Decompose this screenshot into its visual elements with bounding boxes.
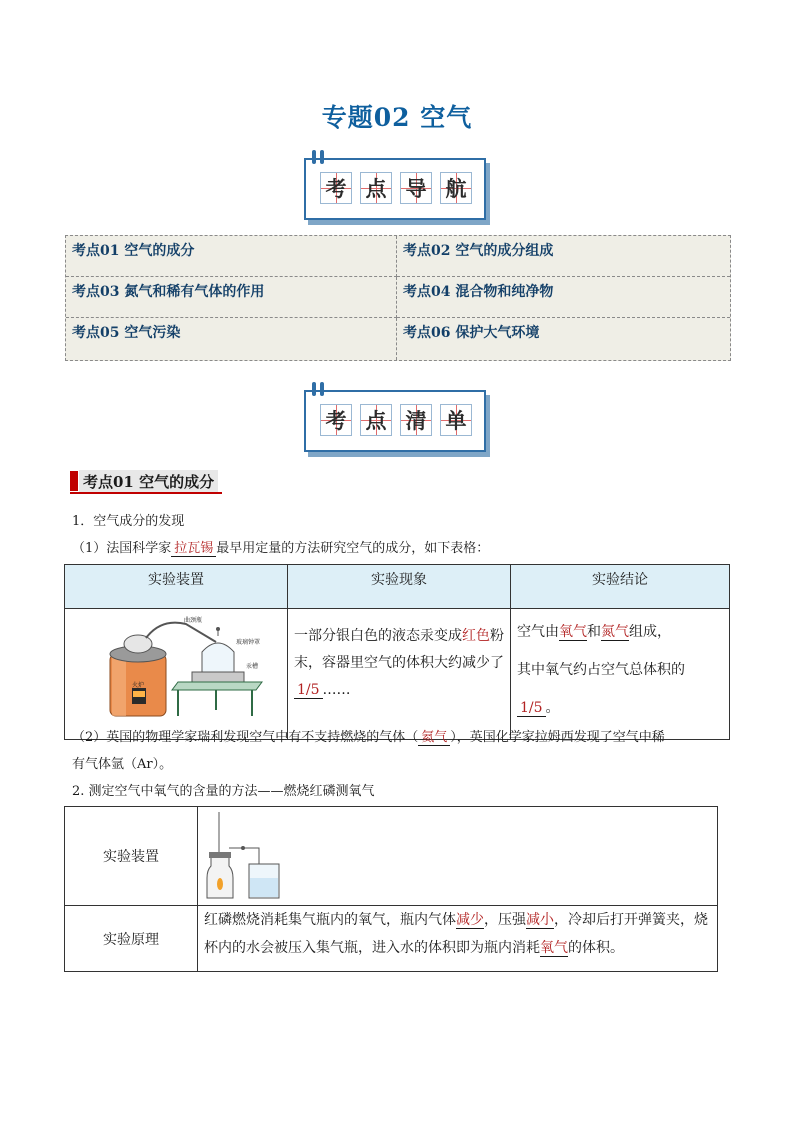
principle-cell: 红磷燃烧消耗集气瓶内的氧气，瓶内气体减少，压强减小，冷却后打开弹簧夹，烧杯内的水会被压入集气瓶，进入水的体积即为瓶内消耗氧气的体积。 bbox=[198, 906, 718, 972]
label-furnace: 火炉 bbox=[132, 682, 145, 689]
table-header: 实验结论 bbox=[511, 565, 730, 609]
section-heading: 考点01 空气的成分 bbox=[70, 470, 218, 492]
banner-char: 考 bbox=[320, 172, 352, 204]
banner-char: 单 bbox=[440, 404, 472, 436]
answer-blank: 氦气 bbox=[418, 730, 450, 746]
nav-item-05[interactable]: 考点05 空气污染 bbox=[66, 318, 397, 360]
nav-item-06[interactable]: 考点06 保护大气环境 bbox=[403, 325, 540, 341]
label-bell-jar: 玻璃钟罩 bbox=[236, 639, 261, 646]
phenomenon-cell: 一部分银白色的液态汞变成红色粉末，容器里空气的体积大约减少了1/5 …… bbox=[288, 609, 511, 740]
conclusion-cell: 空气由氧气和氮气组成， 其中氧气约占空气总体积的1/5 。 bbox=[511, 609, 730, 740]
banner-char: 点 bbox=[360, 404, 392, 436]
apparatus-image-cell bbox=[198, 807, 718, 906]
label-trough: 汞槽 bbox=[246, 663, 259, 670]
banner-char: 考 bbox=[320, 404, 352, 436]
row-label-apparatus: 实验装置 bbox=[65, 807, 198, 906]
answer-blank: 1/5 bbox=[517, 700, 546, 717]
nav-item-04[interactable]: 考点04 混合物和纯净物 bbox=[397, 277, 730, 318]
banner-char: 导 bbox=[400, 172, 432, 204]
paragraph-4: 2. 测定空气中氧气的含量的方法——燃烧红磷测氧气 bbox=[72, 784, 375, 799]
answer-blank: 1/5 bbox=[294, 682, 323, 699]
table-header: 实验现象 bbox=[288, 565, 511, 609]
row-label-principle: 实验原理 bbox=[65, 906, 198, 972]
experiment-table-1 bbox=[64, 564, 730, 740]
banner-navigation bbox=[304, 158, 486, 224]
answer-blank: 拉瓦锡 bbox=[171, 541, 216, 557]
experiment-table-2 bbox=[64, 806, 718, 972]
banner-char: 航 bbox=[440, 172, 472, 204]
nav-item-03[interactable]: 考点03 氮气和稀有气体的作用 bbox=[66, 277, 397, 318]
banner-char: 清 bbox=[400, 404, 432, 436]
banner-checklist bbox=[304, 390, 486, 456]
red-phosphorus-apparatus-image bbox=[199, 808, 319, 904]
label-retort: 曲颈瓶 bbox=[184, 617, 203, 624]
banner-char: 点 bbox=[360, 172, 392, 204]
paragraph-3: （2）英国的物理学家瑞利发现空气中有不支持燃烧的气体（ 氦气 ），英国化学家拉姆西发现了空气中稀 bbox=[72, 730, 665, 745]
page-title: 专题02 空气 bbox=[321, 103, 473, 132]
paragraph-2: （1）法国科学家 拉瓦锡 最早用定量的方法研究空气的成分，如下表格： bbox=[72, 541, 490, 556]
nav-item-02[interactable]: 考点02 空气的成分组成 bbox=[397, 236, 730, 277]
lavoisier-apparatus-image bbox=[66, 610, 286, 726]
paragraph-1: 1．空气成分的发现 bbox=[72, 514, 185, 529]
paragraph-3-cont: 有气体氩（Ar）。 bbox=[72, 757, 173, 772]
topic-navigation-grid bbox=[65, 235, 731, 361]
apparatus-cell bbox=[65, 609, 288, 740]
nav-item-01[interactable]: 考点01 空气的成分 bbox=[66, 236, 397, 277]
table-header: 实验装置 bbox=[65, 565, 288, 609]
